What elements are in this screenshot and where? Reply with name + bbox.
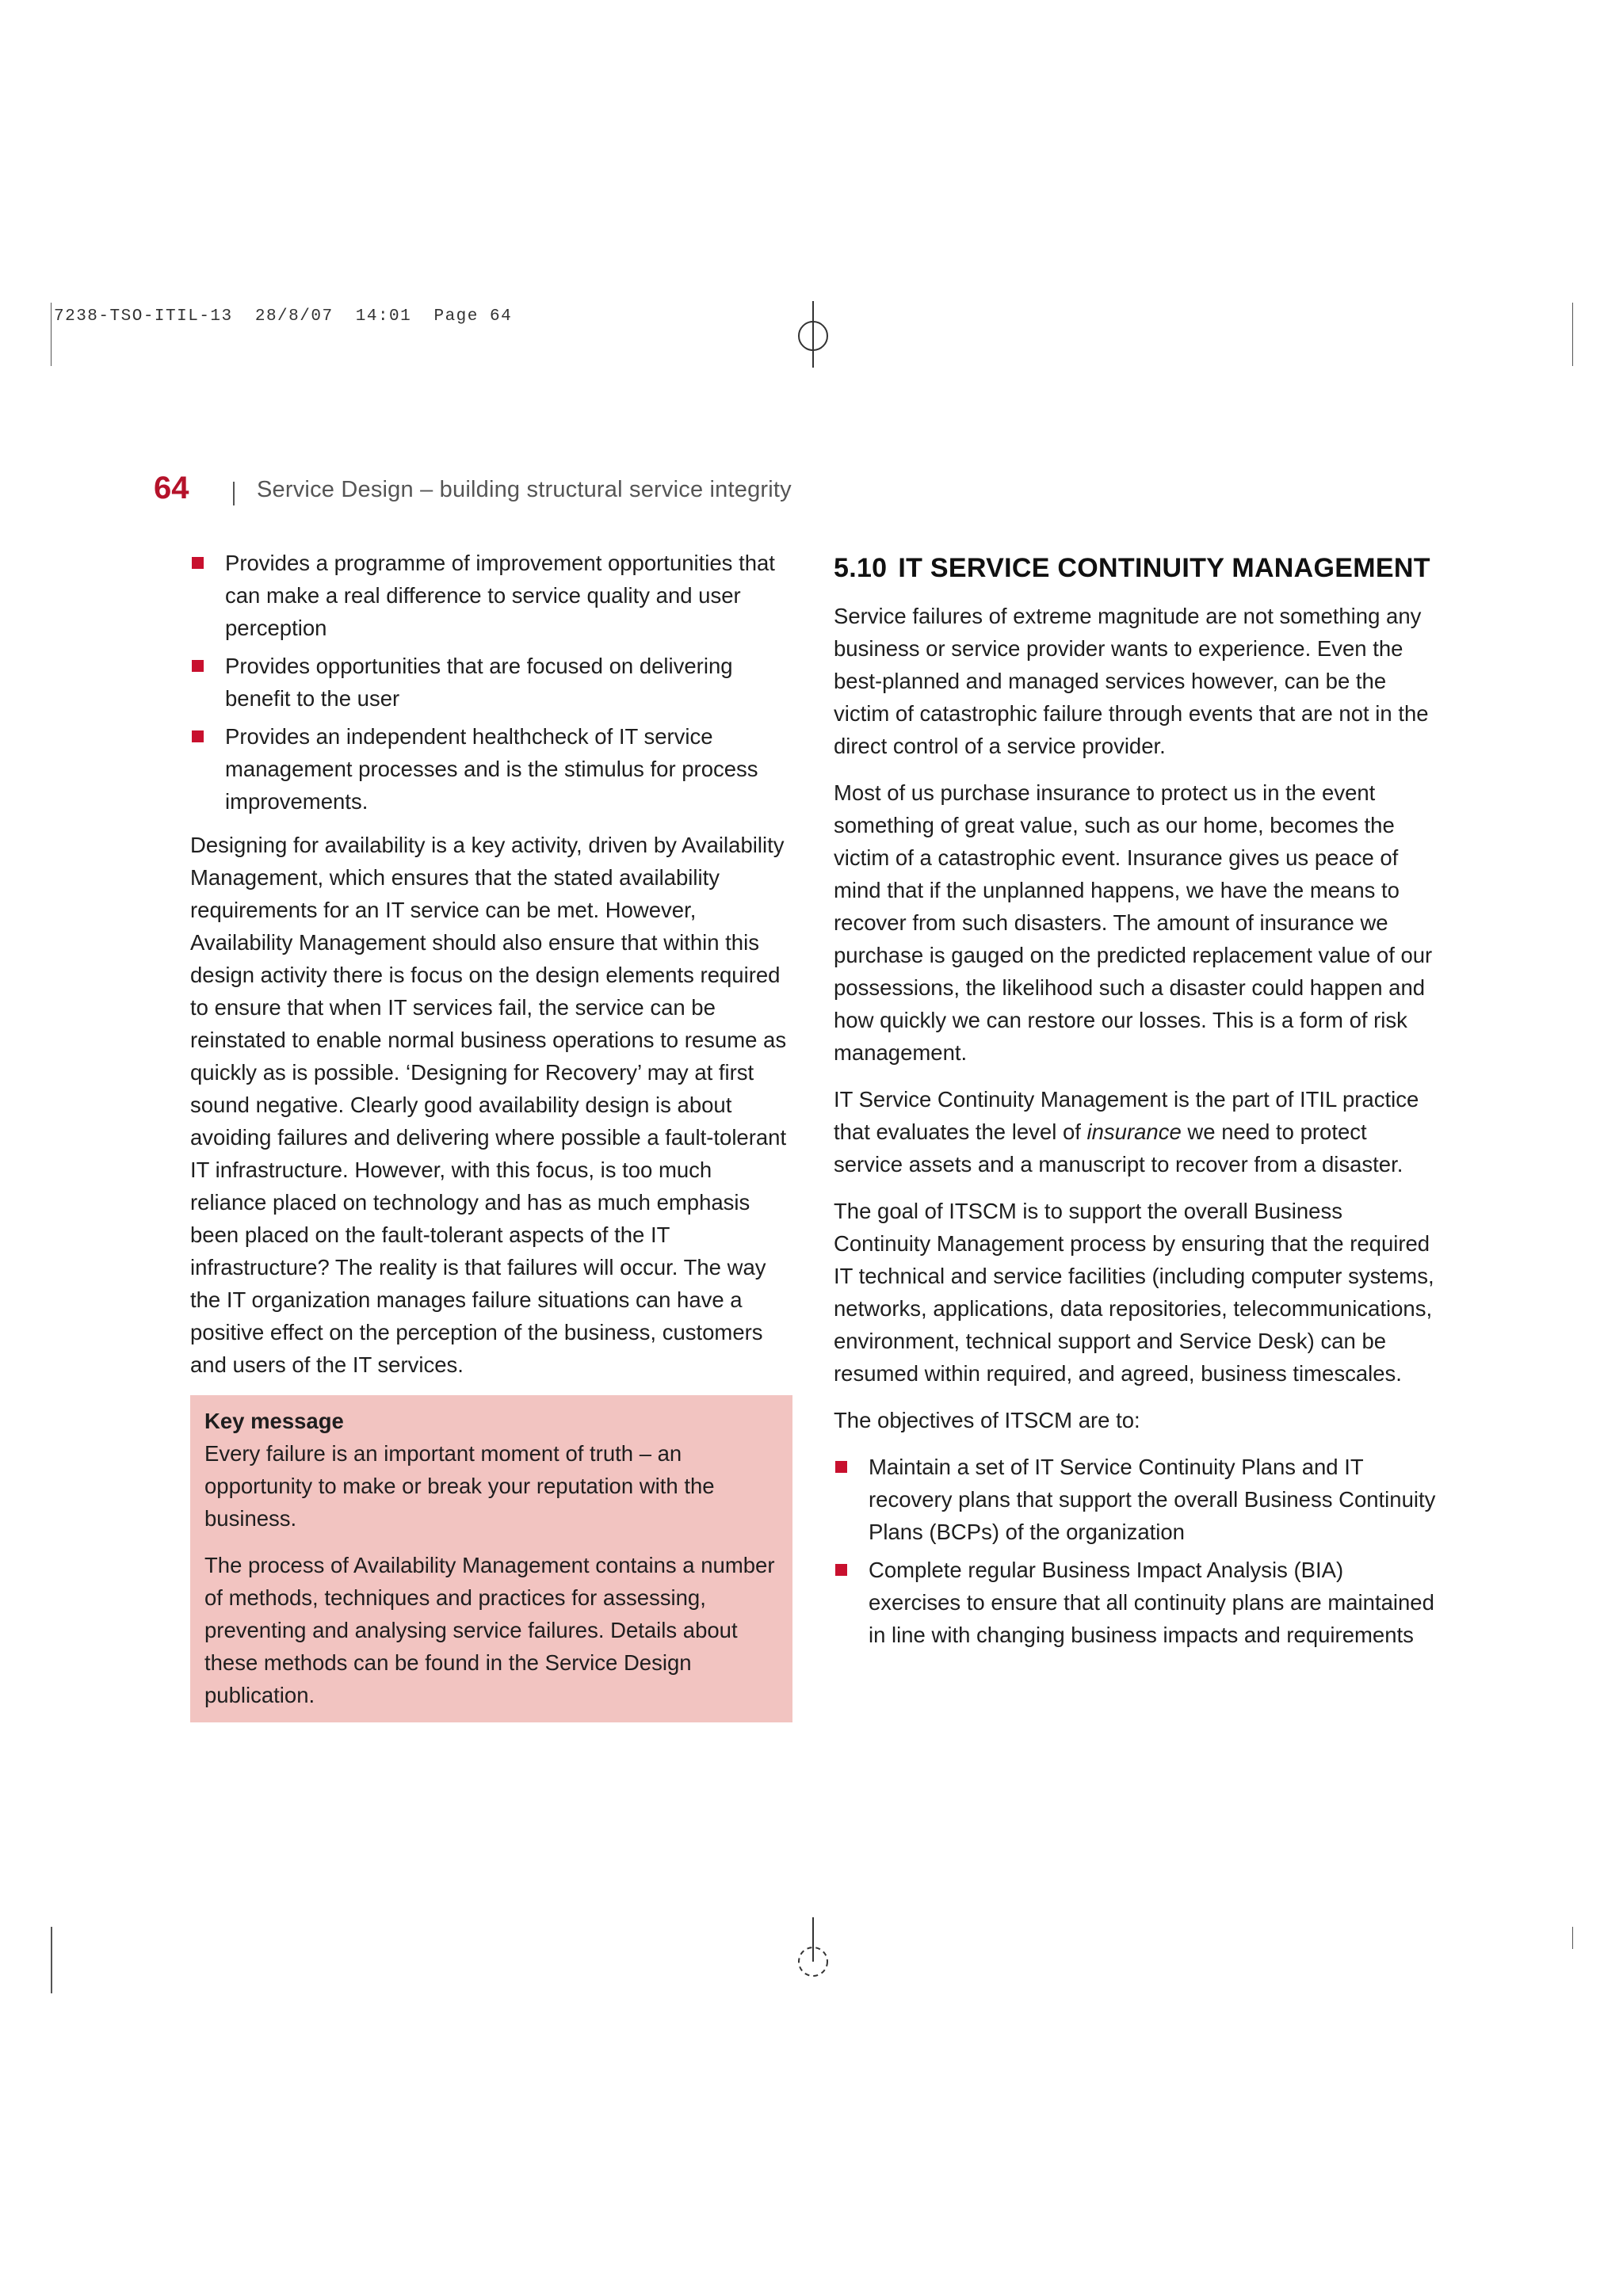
list-item: Provides a programme of improvement opportunities that can make a real difference to service quality and user perception	[190, 547, 792, 644]
crop-mark-bottom-left	[51, 1927, 52, 1993]
list-item: Complete regular Business Impact Analysis (BIA) exercises to ensure that all continuity plans are maintained in line with changing business impacts and requirements	[834, 1554, 1436, 1651]
section-heading	[834, 553, 1436, 584]
body-paragraph: The goal of ITSCM is to support the overall Business Continuity Management process by ensuring that the required IT technical and service facilities (including computer systems, networks, applications, data repositories, telecommunications, environment, technical support and Service Desk) can be resumed within required, and agreed, business timescales.	[834, 1199, 1434, 1386]
key-message-title: Key message	[204, 1409, 344, 1433]
bullet-square-icon	[192, 660, 204, 672]
key-message-box	[190, 1395, 792, 1722]
improvement-bullet-list	[190, 547, 792, 818]
bullet-square-icon	[192, 557, 204, 569]
right-column	[834, 547, 1436, 1662]
list-item: Maintain a set of IT Service Continuity Plans and IT recovery plans that support the overall Business Continuity Plans (BCPs) of the organization	[834, 1451, 1436, 1548]
crop-mark-top-right	[1572, 303, 1573, 366]
designing-for-availability-paragraph: Designing for availability is a key activity, driven by Availability Management, which ensures that the stated availability requirements for an IT service can be met. However, Availability Management should also ensure that within this design activity there is focus on the design elements required to ensure that when IT services fail, the service can be reinstated to enable normal business operations to resume as quickly as is possible. ‘Designing for Recovery’ may at first sound negative. Clearly good availability design is about avoiding failures and delivering where possible a fault-tolerant IT infrastructure. However, with this focus, is too much reliance placed on technology and has as much emphasis been placed on the fault-tolerant aspects of the IT infrastructure? The reality is that failures will occur. The way the IT organization manages failure situations can have a positive effect on the perception of the business, customers and users of the IT services.	[190, 833, 787, 1377]
print-slug: 7238-TSO-ITIL-13 28/8/07 14:01 Page 64	[54, 307, 513, 326]
key-message-paragraph: Every failure is an important moment of truth – an opportunity to make or break your reputation with the business.	[204, 1441, 715, 1531]
page-number: 64	[154, 471, 189, 505]
section-title: IT SERVICE CONTINUITY MANAGEMENT	[898, 553, 1430, 583]
section-number: 5.10	[834, 553, 888, 583]
crop-mark-top-left	[51, 303, 52, 366]
body-paragraph: Service failures of extreme magnitude are not something any business or service provider wants to experience. Even the best-planned and managed services however, can be the victim of catastrophic failure through events that are not in the direct control of a service provider.	[834, 604, 1429, 758]
running-title: Service Design – building structural service integrity	[257, 477, 792, 502]
bullet-square-icon	[835, 1564, 847, 1576]
key-message-paragraph: The process of Availability Management contains a number of methods, techniques and practices for assessing, preventing and analysing service failures. Details about these methods can be found in the Service Design publication.	[204, 1553, 775, 1707]
bullet-square-icon	[192, 730, 204, 742]
emphasis: insurance	[1086, 1119, 1182, 1144]
list-item: Provides an independent healthcheck of IT service management processes and is the stimulus for process improvements.	[190, 720, 792, 818]
body-paragraph: Most of us purchase insurance to protect us in the event something of great value, such as our home, becomes the victim of a catastrophic event. Insurance gives us peace of mind that if the unplanned happens, we have the means to recover from such disasters. The amount of insurance we purchase is gauged on the predicted replacement value of our possessions, the likelihood such a disaster could happen and how quickly we can restore our losses. This is a form of risk management.	[834, 780, 1433, 1065]
list-item: Provides opportunities that are focused on delivering benefit to the user	[190, 650, 792, 715]
bullet-square-icon	[835, 1461, 847, 1473]
body-paragraph: IT Service Continuity Management is the part of ITIL practice that evaluates the level of insurance we need to protect service assets and a manuscript to recover from a disaster.	[834, 1087, 1419, 1177]
crop-mark-bottom-right	[1572, 1927, 1573, 1949]
registration-mark-bottom-icon	[789, 1917, 837, 1984]
body-paragraph: The objectives of ITSCM are to:	[834, 1408, 1140, 1432]
left-column	[190, 547, 792, 1722]
header-divider	[233, 482, 235, 505]
objectives-bullet-list	[834, 1451, 1436, 1651]
registration-mark-top-icon	[789, 301, 837, 368]
